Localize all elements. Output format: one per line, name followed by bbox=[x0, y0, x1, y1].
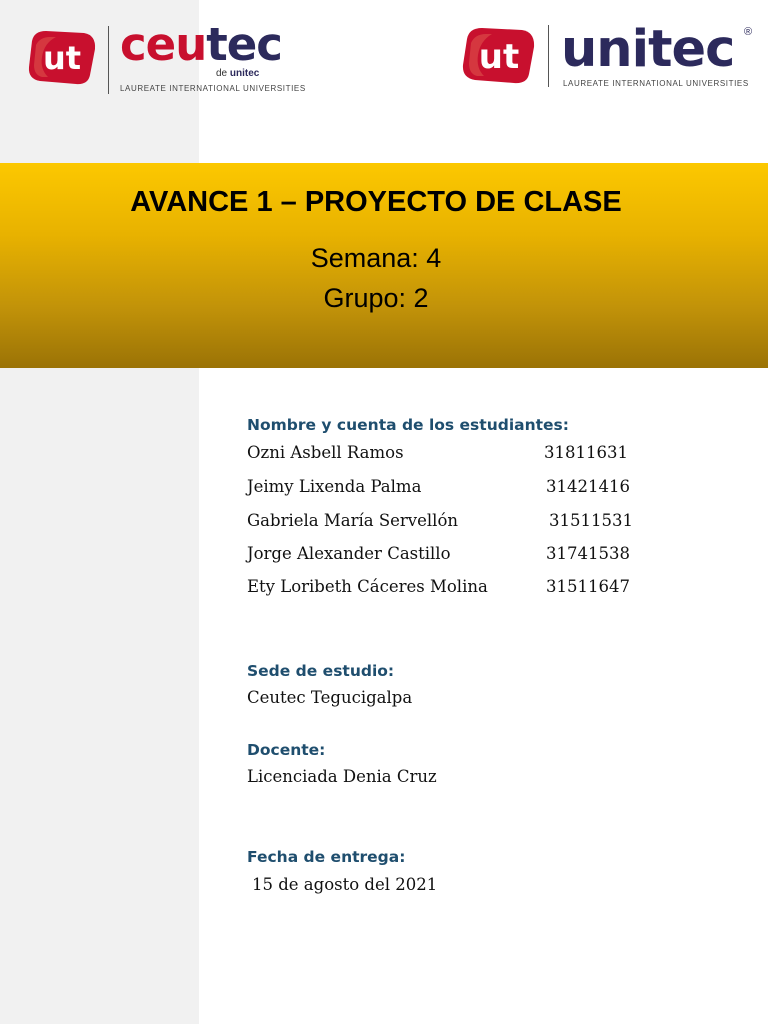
document-title: AVANCE 1 – PROYECTO DE CLASE bbox=[130, 186, 622, 218]
student-id: 31421416 bbox=[546, 477, 630, 496]
campus-value: Ceutec Tegucigalpa bbox=[247, 688, 413, 707]
unitec-badge-icon bbox=[460, 24, 538, 86]
ceutec-tagline-de: de bbox=[216, 68, 228, 79]
student-row bbox=[0, 577, 768, 601]
unitec-badge-text: ut bbox=[478, 37, 520, 77]
due-date-section-label: Fecha de entrega: bbox=[247, 848, 406, 866]
teacher-value: Licenciada Denia Cruz bbox=[247, 767, 437, 786]
student-id: 31511647 bbox=[546, 577, 630, 596]
group-label: Grupo: 2 bbox=[323, 283, 429, 313]
unitec-logo bbox=[458, 22, 758, 92]
ceutec-wordmark bbox=[120, 18, 282, 71]
ceutec-word-part2: tec bbox=[206, 18, 282, 71]
ceutec-tagline-unitec: unitec bbox=[229, 68, 260, 79]
title-band bbox=[0, 163, 768, 368]
ceutec-laureate-text: LAUREATE INTERNATIONAL UNIVERSITIES bbox=[120, 84, 306, 93]
student-row bbox=[0, 443, 768, 467]
ceutec-badge-text: ut bbox=[42, 39, 82, 77]
students-section-label: Nombre y cuenta de los estudiantes: bbox=[247, 416, 569, 434]
campus-section-label: Sede de estudio: bbox=[247, 662, 395, 680]
student-id: 31811631 bbox=[544, 443, 628, 462]
student-name: Gabriela María Servellón bbox=[247, 511, 459, 530]
student-name: Ozni Asbell Ramos bbox=[247, 443, 404, 462]
student-name: Jorge Alexander Castillo bbox=[247, 544, 451, 563]
teacher-section-label: Docente: bbox=[247, 741, 326, 759]
ceutec-logo-divider bbox=[108, 26, 109, 94]
student-name: Jeimy Lixenda Palma bbox=[247, 477, 422, 496]
ceutec-badge-icon bbox=[26, 27, 98, 87]
ceutec-word-part1: ceu bbox=[120, 18, 207, 71]
student-row bbox=[0, 511, 768, 535]
due-date-value: 15 de agosto del 2021 bbox=[252, 875, 438, 894]
unitec-laureate-text: LAUREATE INTERNATIONAL UNIVERSITIES bbox=[563, 79, 749, 88]
ceutec-logo bbox=[26, 18, 306, 98]
student-row bbox=[0, 477, 768, 501]
registered-mark: ® bbox=[744, 26, 753, 38]
student-name: Ety Loribeth Cáceres Molina bbox=[247, 577, 488, 596]
student-row bbox=[0, 544, 768, 568]
unitec-wordmark: unitec bbox=[561, 20, 735, 79]
ceutec-tagline bbox=[216, 68, 259, 79]
unitec-logo-divider bbox=[548, 25, 549, 87]
student-id: 31511531 bbox=[549, 511, 633, 530]
student-id: 31741538 bbox=[546, 544, 630, 563]
week-label: Semana: 4 bbox=[310, 243, 442, 273]
